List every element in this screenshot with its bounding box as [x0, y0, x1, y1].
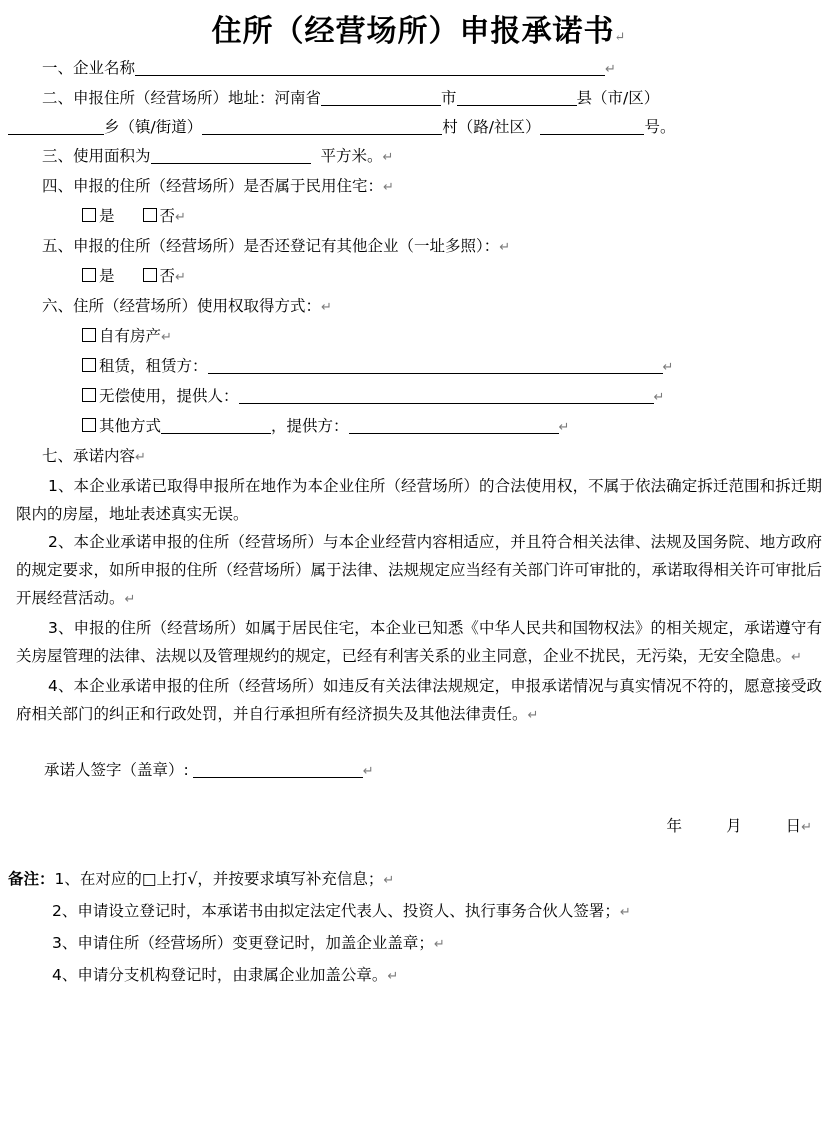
- signature-label: 承诺人签字（盖章）:: [44, 761, 189, 779]
- other-way-input[interactable]: [161, 416, 271, 434]
- remark-item-4: 4、申请分支机构登记时，由隶属企业加盖公章。: [52, 966, 388, 984]
- checkbox-residential-no[interactable]: [143, 208, 157, 222]
- pilcrow-mark: ↵: [605, 62, 616, 77]
- checkbox-owned-property-label: 自有房产: [99, 327, 162, 345]
- address-city-input[interactable]: [321, 88, 441, 106]
- pilcrow-mark: ↵: [433, 937, 445, 952]
- signature-input[interactable]: [193, 760, 363, 778]
- page-title-text: 住所（经营场所）申报承诺书: [211, 14, 615, 49]
- field-address-label: 二、申报住所（经营场所）地址：河南省: [42, 89, 322, 107]
- address-town-unit: 乡（镇/街道）: [104, 118, 203, 136]
- field-company-name: [8, 54, 830, 84]
- promise-paragraph-1: [8, 472, 830, 528]
- checkbox-multi-license-no-label: 否: [159, 267, 176, 285]
- pilcrow-mark: ↵: [801, 820, 812, 835]
- field-usage-option-free: [8, 382, 830, 412]
- field-area-unit: 平方米。: [320, 147, 383, 165]
- pilcrow-mark: ↵: [383, 180, 394, 195]
- pilcrow-mark: ↵: [499, 240, 511, 255]
- address-town-input[interactable]: [8, 117, 104, 135]
- pilcrow-mark: ↵: [662, 360, 674, 375]
- promise-paragraph-4: [8, 672, 830, 730]
- other-provider-label: ，提供方：: [271, 417, 349, 435]
- promise-paragraph-3-text: 3、申报的住所（经营场所）如属于居民住宅，本企业已知悉《中华人民共和国物权法》的相关规定，承诺遵守有关房屋管理的法律、法规以及管理规约的规定，已经有利害关系的业主同意，企业不扰民，无污染，无安全隐患。: [16, 619, 822, 665]
- address-county-input[interactable]: [457, 88, 577, 106]
- field-usage-option-lease: [8, 352, 830, 382]
- remark-item-3: 3、申请住所（经营场所）变更登记时，加盖企业盖章；: [52, 934, 434, 952]
- field-multi-license-options: [8, 262, 830, 292]
- address-city-unit: 市: [441, 89, 457, 107]
- date-year-label: 年: [666, 817, 683, 835]
- pilcrow-mark: ↵: [383, 873, 395, 888]
- field-area-label: 三、使用面积为: [42, 147, 151, 165]
- remark-heading: [8, 864, 830, 896]
- field-promise-heading: [8, 442, 830, 472]
- field-usage-option-owned: [8, 322, 830, 352]
- checkbox-multi-license-no[interactable]: [143, 268, 157, 282]
- checkbox-owned-property[interactable]: [82, 328, 96, 342]
- pilcrow-mark: ↵: [175, 210, 186, 225]
- pilcrow-mark: ↵: [124, 592, 136, 607]
- remark-line-2: [8, 896, 830, 928]
- address-village-input[interactable]: [202, 117, 442, 135]
- pilcrow-mark: ↵: [653, 390, 665, 405]
- field-usage-right-question: [8, 292, 830, 322]
- field-residential-options: [8, 202, 830, 232]
- promise-paragraph-4-text: 4、本企业承诺申报的住所（经营场所）如违反有关法律法规规定，申报承诺情况与真实情况不符的，愿意接受政府相关部门的纠正和行政处罚，并自行承担所有经济损失及其他法律责任。: [16, 677, 822, 723]
- checkbox-lease-label: 租赁，租赁方：: [99, 357, 208, 375]
- checkbox-multi-license-yes[interactable]: [82, 268, 96, 282]
- signature-field: [8, 756, 830, 786]
- lessor-input[interactable]: [208, 356, 663, 374]
- pilcrow-mark: ↵: [527, 708, 539, 723]
- pilcrow-mark: ↵: [791, 650, 802, 665]
- pilcrow-mark: ↵: [387, 969, 399, 984]
- pilcrow-mark: ↵: [382, 150, 394, 165]
- area-input[interactable]: [151, 146, 311, 164]
- checkbox-other-way[interactable]: [82, 418, 96, 432]
- promise-paragraph-3: [8, 614, 830, 672]
- pilcrow-mark: ↵: [614, 30, 627, 45]
- field-company-name-label: 一、企业名称: [42, 59, 136, 77]
- remark-item-2: 2、申请设立登记时，本承诺书由拟定法定代表人、投资人、执行事务合伙人签署；: [52, 902, 620, 920]
- field-area: [8, 142, 830, 172]
- field-address-line1: [8, 84, 830, 113]
- other-provider-input[interactable]: [349, 416, 559, 434]
- pilcrow-mark: ↵: [321, 300, 332, 315]
- pilcrow-mark: ↵: [619, 905, 631, 920]
- field-usage-option-other: [8, 412, 830, 442]
- checkbox-free-use[interactable]: [82, 388, 96, 402]
- promise-paragraph-1-text: 1、本企业承诺已取得申报所在地作为本企业住所（经营场所）的合法使用权，不属于依法确定拆迁范围和拆迁期限内的房屋，地址表述真实无误。: [16, 477, 822, 523]
- remark-line-4: [8, 960, 830, 992]
- field-multi-license-question: [8, 232, 830, 262]
- address-number-unit: 号。: [644, 118, 676, 136]
- remark-item-1: 1、在对应的□上打√，并按要求填写补充信息；: [54, 870, 384, 888]
- checkbox-residential-yes[interactable]: [82, 208, 96, 222]
- field-residential-question: [8, 172, 830, 202]
- checkbox-other-way-label: 其他方式: [99, 417, 162, 435]
- promise-paragraph-2: [8, 528, 830, 614]
- address-number-input[interactable]: [540, 117, 644, 135]
- address-village-unit: 村（路/社区）: [442, 118, 541, 136]
- company-name-input[interactable]: [135, 58, 605, 76]
- provider-input[interactable]: [239, 386, 654, 404]
- checkbox-lease[interactable]: [82, 358, 96, 372]
- checkbox-residential-yes-label: 是: [99, 207, 115, 225]
- promise-paragraph-2-text: 2、本企业承诺申报的住所（经营场所）与本企业经营内容相适应，并且符合相关法律、法规及国务院、地方政府的规定要求，如所申报的住所（经营场所）属于法律、法规规定应当经有关部门许可审批的，承诺取得相关许可审批后开展经营活动。: [16, 533, 823, 607]
- pilcrow-mark: ↵: [161, 330, 172, 345]
- checkbox-free-use-label: 无偿使用，提供人：: [99, 387, 239, 405]
- pilcrow-mark: ↵: [558, 420, 570, 435]
- page-title: [8, 6, 830, 50]
- date-month-label: 月: [726, 817, 742, 835]
- field-residential-label: 四、申报的住所（经营场所）是否属于民用住宅：: [42, 177, 384, 195]
- pilcrow-mark: ↵: [362, 764, 374, 779]
- field-usage-right-label: 六、住所（经营场所）使用权取得方式：: [42, 297, 322, 315]
- date-day-label: 日: [785, 817, 802, 835]
- pilcrow-mark: ↵: [135, 450, 146, 465]
- field-address-line2: [8, 113, 830, 142]
- field-promise-heading-label: 七、承诺内容: [42, 447, 136, 465]
- remark-label: 备注：: [8, 870, 55, 888]
- checkbox-multi-license-yes-label: 是: [99, 267, 115, 285]
- address-county-unit: 县（市/区）: [576, 89, 660, 107]
- remark-line-3: [8, 928, 830, 960]
- field-multi-license-label: 五、申报的住所（经营场所）是否还登记有其他企业（一址多照）：: [42, 237, 500, 255]
- date-field: [8, 812, 830, 842]
- checkbox-residential-no-label: 否: [159, 207, 176, 225]
- pilcrow-mark: ↵: [175, 270, 186, 285]
